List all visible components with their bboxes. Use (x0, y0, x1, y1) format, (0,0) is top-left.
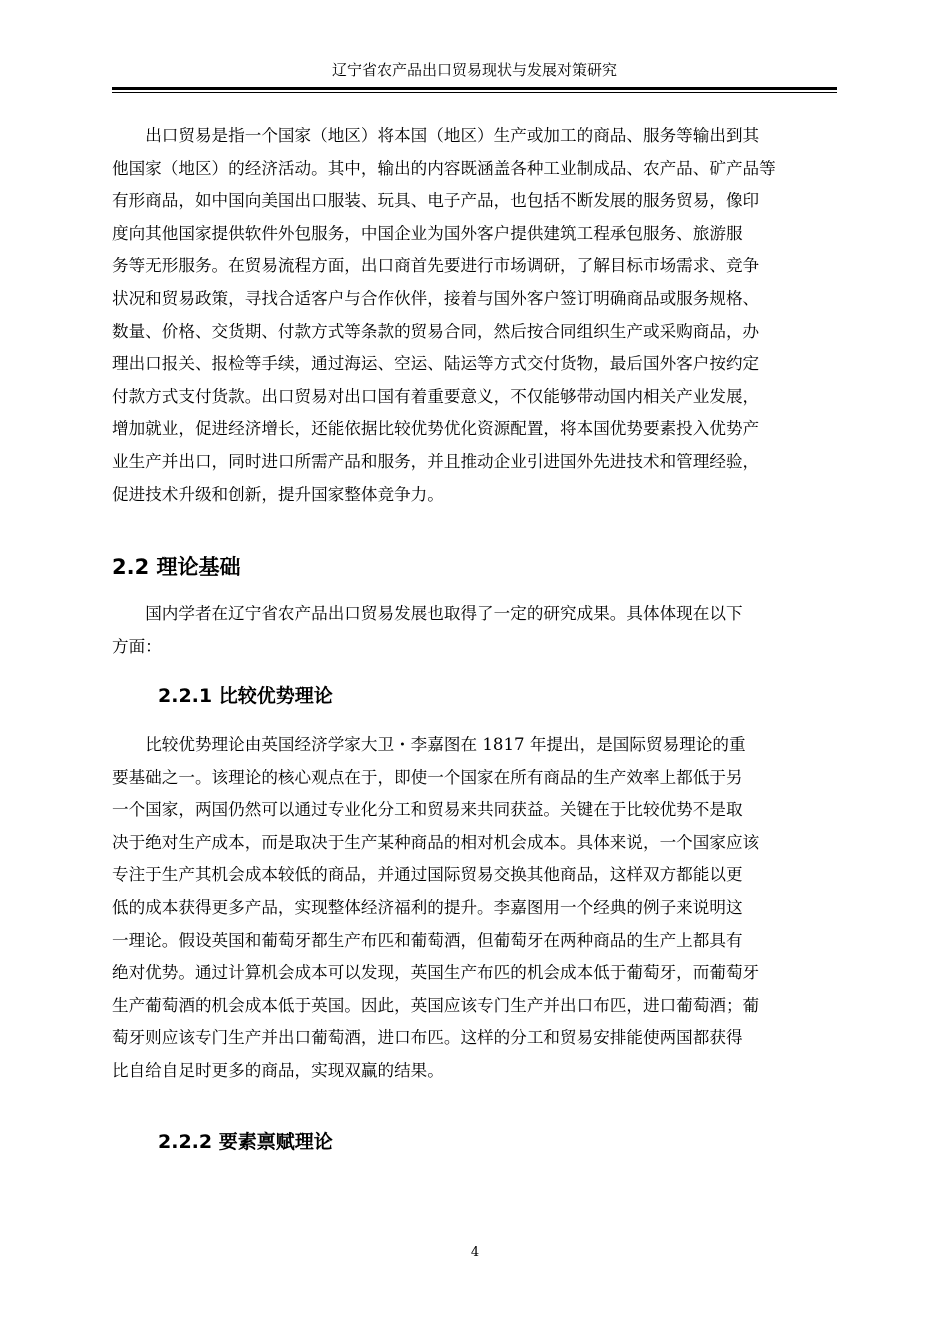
subsection-heading-2-2-2: 2.2.2 要素禀赋理论 (158, 1131, 333, 1153)
subsection-heading-2-2-1: 2.2.1 比较优势理论 (158, 685, 333, 707)
page-number: 4 (470, 1245, 480, 1260)
paragraph-domestic-research: 国内学者在辽宁省农产品出口贸易发展也取得了一定的研究成果。具体体现在以下 方面： (112, 604, 743, 656)
page-header-title: 辽宁省农产品出口贸易现状与发展对策研究 (331, 61, 617, 79)
header-rule-thin (112, 92, 837, 93)
paragraph-comparative-advantage: 比较优势理论由英国经济学家大卫・李嘉图在 1817 年提出，是国际贸易理论的重 要基础之一。该理论的核心观点在于，即使一个国家在所有商品的生产效率上都低于另 一个国家，两国仍然可以通过专业化分工和贸易来共同获益。关键在于比较优势不是取 决于绝对生产成本，而是取决于生产某种商品的相对机会成本。具体来说，一个国家应该 专注于生产其机会成本较低的商品，并通过国际贸易交换其他商品，这样双方都能以更 低的成本获得更多产品，实现整体经济福利的提升。李嘉图用一个经典的例子来说明这 一理论。假设英国和葡萄牙都生产布匹和葡萄酒，但葡萄牙在两种商品的生产上都具有 绝对优势。通过计算机会成本可以发现，英国生产布匹的机会成本低于葡萄牙，而葡萄牙 生产葡萄酒的机会成本低于英国。因此，英国应该专门生产并出口布匹，进口葡萄酒；葡 萄牙则应该专门生产并出口葡萄酒，进口布匹。这样的分工和贸易安排能使两国都获得 比自给自足时更多的商品，实现双赢的结果。 (112, 735, 760, 1080)
header-rule-thick (112, 87, 837, 90)
section-heading-2-2: 2.2 理论基础 (112, 555, 241, 579)
paragraph-export-trade: 出口贸易是指一个国家（地区）将本国（地区）生产或加工的商品、服务等输出到其 他国家（地区）的经济活动。其中，输出的内容既涵盖各种工业制成品、农产品、矿产品等 有形商品，如中国向美国出口服装、玩具、电子产品，也包括不断发展的服务贸易，像印 度向其他国家提供软件外包服务，中国企业为国外客户提供建筑工程承包服务、旅游服 务等无形服务。在贸易流程方面，出口商首先要进行市场调研，了解目标市场需求、竞争 状况和贸易政策，寻找合适客户与合作伙伴，接着与国外客户签订明确商品或服务规格、 数量、价格、交货期、付款方式等条款的贸易合同，然后按合同组织生产或采购商品，办 理出口报关、报检等手续，通过海运、空运、陆运等方式交付货物，最后国外客户按约定 付款方式支付货款。出口贸易对出口国有着重要意义，不仅能够带动国内相关产业发展， 增加就业，促进经济增长，还能依据比较优势优化资源配置，将本国优势要素投入优势产 业生产并出口，同时进口所需产品和服务，并且推动企业引进国外先进技术和管理经验， 促进技术升级和创新，提升国家整体竞争力。 (112, 126, 776, 504)
